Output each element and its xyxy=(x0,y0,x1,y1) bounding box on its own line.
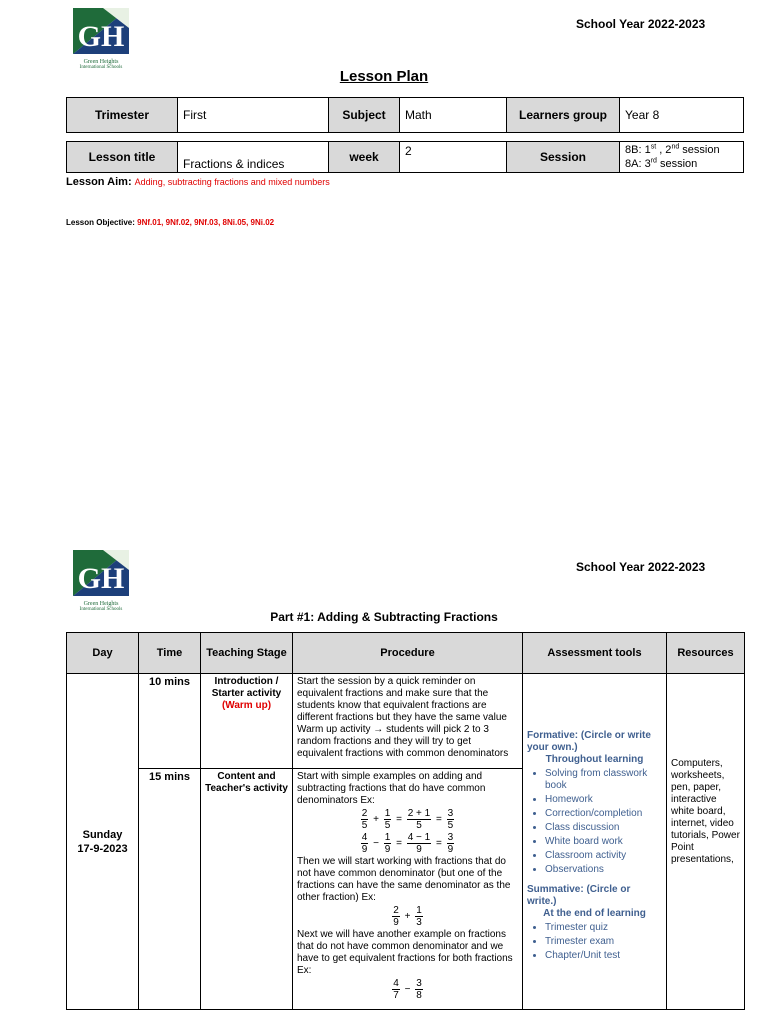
school-year-page2: School Year 2022-2023 xyxy=(576,560,706,574)
stage-note: (Warm up) xyxy=(221,700,272,711)
formative-sub: Throughout learning xyxy=(545,754,644,765)
learners-value: Year 8 xyxy=(620,98,744,133)
list-item: • Correction/completion xyxy=(545,808,662,820)
day-date: 17-9-2023 xyxy=(77,842,128,855)
learners-label: Learners group xyxy=(507,98,620,133)
logo-graphic xyxy=(73,550,129,596)
svg-text:GH: GH xyxy=(77,20,125,53)
list-item: • Classroom activity xyxy=(545,850,662,862)
lesson-aim xyxy=(66,176,330,188)
procedure-middle: Then we will start working with fractions that do not have common denominator (but one of the fractions can have the same denominator as the other fraction) Ex: xyxy=(297,856,511,903)
col-day: Day xyxy=(67,633,139,674)
list-item: • White board work xyxy=(545,836,662,848)
session-value xyxy=(620,142,744,173)
lesson-aim-value: Adding, subtracting fractions and mixed numbers xyxy=(134,177,330,187)
session-8b: 8B: 1st , 2nd session xyxy=(625,143,720,156)
col-time: Time xyxy=(139,633,201,674)
col-resources: Resources xyxy=(667,633,745,674)
time-cell: 15 mins xyxy=(139,769,201,1010)
lesson-objective-value: 9Nf.01, 9Nf.02, 9Nf.03, 8Ni.05, 9Ni.02 xyxy=(137,218,275,227)
lesson-info-row2 xyxy=(66,141,744,173)
formative-list xyxy=(527,768,662,876)
logo-caption: Green Heights xyxy=(83,59,119,65)
table-row xyxy=(67,674,745,769)
lesson-plan-table xyxy=(66,632,745,1010)
equation-4: $\frac{4}{7}$ − $\frac{3}{8}$ xyxy=(393,978,422,1001)
stage-cell xyxy=(201,674,293,769)
day-name: Sunday xyxy=(82,828,123,841)
session-8a: 8A: 3rd session xyxy=(625,157,698,170)
trimester-label: Trimester xyxy=(67,98,178,133)
week-label: week xyxy=(329,142,400,173)
school-logo xyxy=(73,8,129,70)
equation-2: $\frac{4}{9}$ − $\frac{1}{9}$ = $\frac{4 - 1}{9}$ = $\frac{3}{9}$ xyxy=(361,832,454,855)
trimester-value: First xyxy=(178,98,329,133)
school-logo-page2 xyxy=(73,550,129,612)
summative-sub: At the end of learning xyxy=(543,908,646,919)
procedure-next: Next we will have another example on fractions that do not have common denominator and we have to get equivalent fractions for both fractions Ex: xyxy=(297,929,513,976)
session-label: Session xyxy=(507,142,620,173)
list-item: • Trimester quiz xyxy=(545,922,662,934)
svg-text:GH: GH xyxy=(77,562,125,595)
list-item: • Chapter/Unit test xyxy=(545,950,662,962)
table-header-row xyxy=(67,633,745,674)
page-title: Lesson Plan xyxy=(339,68,429,85)
list-item: • Homework xyxy=(545,794,662,806)
logo-subcaption: International Schools xyxy=(79,65,123,70)
list-item: • Observations xyxy=(545,864,662,876)
procedure-cell xyxy=(293,769,523,1010)
procedure-cell: Start the session by a quick reminder on equivalent fractions and make sure that the students know that equivalent fractions are different fractions but they have the same value Warm up activity → students will pick 2 to 3 random fractions and they will try to get equivalent fractions with common denominators xyxy=(293,674,523,769)
logo-graphic xyxy=(73,8,129,54)
lesson-title-label: Lesson title xyxy=(67,142,178,173)
lesson-aim-label: Lesson Aim: xyxy=(66,176,132,188)
stage-cell: Content and Teacher's activity xyxy=(201,769,293,1010)
lesson-info-row1 xyxy=(66,97,744,133)
part-title: Part #1: Adding & Subtracting Fractions xyxy=(270,610,498,624)
lesson-title-value: Fractions & indices xyxy=(178,142,329,173)
summative-heading: Summative: (Circle or write.) xyxy=(527,884,631,907)
resources-cell: Computers, worksheets, pen, paper, interactive white board, internet, video tutorials, Power Point presentations, xyxy=(667,674,745,1010)
summative-list xyxy=(527,922,662,962)
logo-subcaption: International Schools xyxy=(79,607,123,612)
lesson-objective-label: Lesson Objective: xyxy=(66,218,135,227)
equation-1: $\frac{2}{5}$ + $\frac{1}{5}$ = $\frac{2 + 1}{5}$ = $\frac{3}{5}$ xyxy=(361,808,454,831)
formative-heading: Formative: (Circle or write your own.) xyxy=(527,730,651,753)
col-procedure: Procedure xyxy=(293,633,523,674)
list-item: • Trimester exam xyxy=(545,936,662,948)
equation-3: $\frac{2}{9}$ + $\frac{1}{3}$ xyxy=(393,905,422,928)
procedure-intro: Start with simple examples on adding and subtracting fractions that do have common denominators Ex: xyxy=(297,771,486,806)
logo-caption: Green Heights xyxy=(83,601,119,607)
day-cell xyxy=(67,674,139,1010)
time-cell: 10 mins xyxy=(139,674,201,769)
assessment-cell xyxy=(523,674,667,1010)
week-value: 2 xyxy=(400,142,507,173)
subject-value: Math xyxy=(400,98,507,133)
stage-name: Introduction / Starter activity xyxy=(211,676,282,699)
col-teaching-stage: Teaching Stage xyxy=(201,633,293,674)
school-year: School Year 2022-2023 xyxy=(576,17,706,31)
col-assessment-tools: Assessment tools xyxy=(523,633,667,674)
list-item: • Solving from classwork book xyxy=(545,768,662,792)
list-item: • Class discussion xyxy=(545,822,662,834)
subject-label: Subject xyxy=(329,98,400,133)
lesson-objective xyxy=(66,218,274,227)
